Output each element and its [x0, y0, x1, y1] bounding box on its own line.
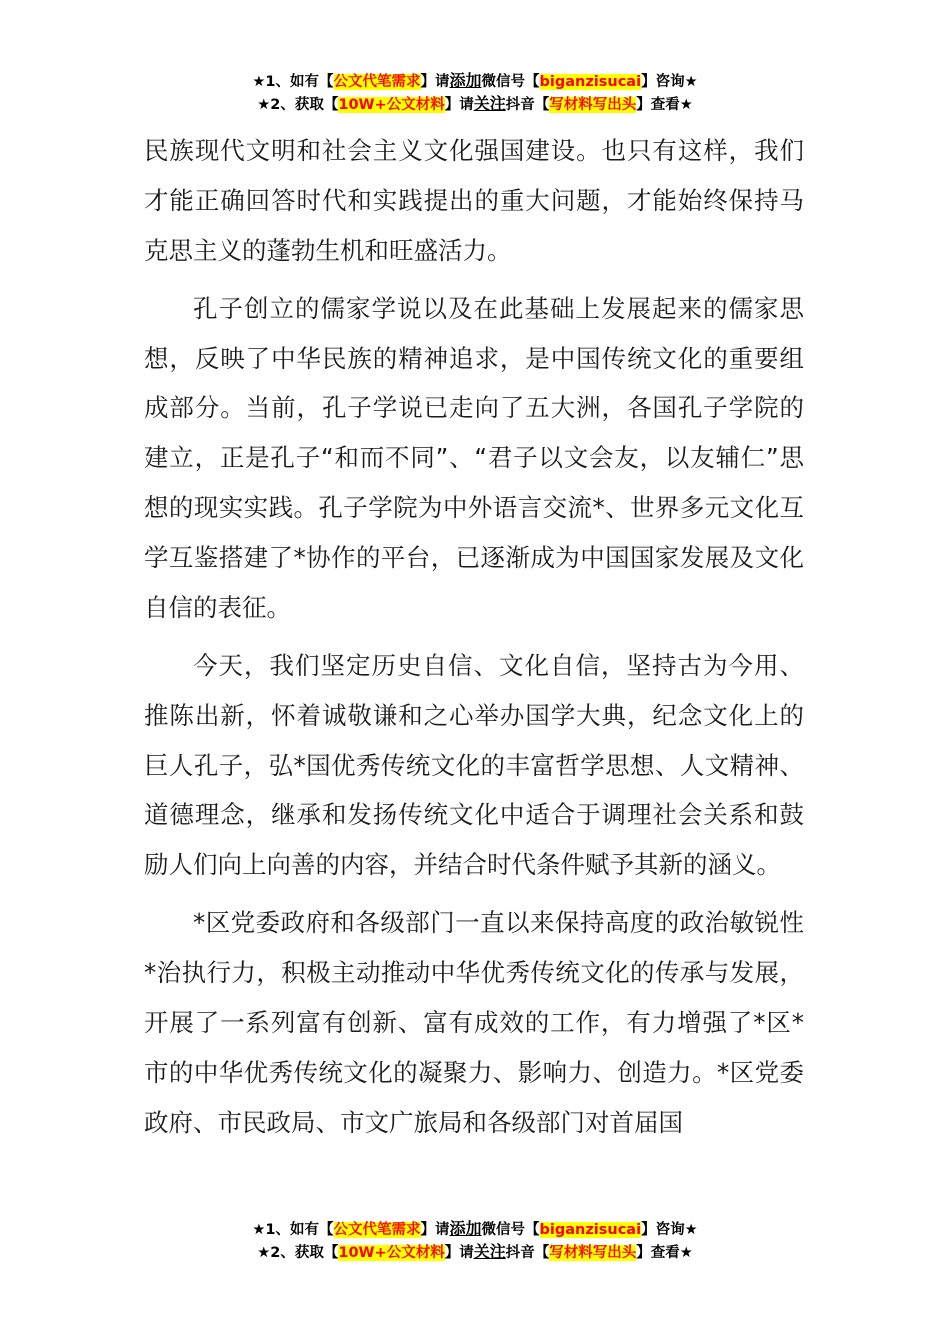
header-text: 抖音【 [505, 97, 550, 113]
highlight-service: 公文代笔需求 [333, 74, 421, 90]
highlight-service: 公文代笔需求 [333, 1222, 421, 1238]
paragraph-3: 今天，我们坚定历史自信、文化自信，坚持古为今用、推陈出新，怀着诚敬谦和之心举办国学大典，纪念文化上的巨人孔子，弘*国优秀传统文化的丰富哲学思想、人文精神、道德理念，继承和发扬传统文化中适合于调理社会关系和鼓励人们向上向善的内容，并结合时代条件赋予其新的涵义。 [144, 650, 804, 880]
footer-text: 微信号【 [481, 1222, 540, 1238]
highlight-wechat-id: biganzisucai [539, 1222, 642, 1238]
highlight-materials: 10W+公文材料 [338, 97, 445, 113]
emphasis-follow: 关注 [473, 94, 506, 113]
footer-text: 】请 [444, 1245, 474, 1261]
header-text: 】咨询★ [641, 74, 698, 90]
document-body [144, 126, 804, 1147]
highlight-wechat-id: biganzisucai [539, 74, 642, 90]
header-text: 】查看★ [636, 97, 693, 113]
header-text: 微信号【 [481, 74, 540, 90]
footer-text: ★2、获取【 [257, 1245, 339, 1261]
header-text: 】请 [444, 97, 474, 113]
paragraph-2: 孔子创立的儒家学说以及在此基础上发展起来的儒家思想，反映了中华民族的精神追求，是中国传统文化的重要组成部分。当前，孔子学说已走向了五大洲，各国孔子学院的建立，正是孔子“和而不同”、“君子以文会友，以友辅仁”思想的现实实践。孔子学院为中外语言交流*、世界多元文化互学互鉴搭建了*协作的平台，已逐渐成为中国国家发展及文化自信的表征。 [144, 293, 804, 622]
header-line-2 [0, 93, 950, 116]
highlight-materials: 10W+公文材料 [338, 1245, 445, 1261]
footer-text: 】咨询★ [641, 1222, 698, 1238]
emphasis-add: 添加 [449, 71, 482, 90]
footer-banner [0, 1218, 950, 1264]
highlight-douyin-account: 写材料写出头 [549, 1245, 637, 1261]
header-banner [0, 70, 950, 116]
footer-text: 】查看★ [636, 1245, 693, 1261]
paragraph-1: 民族现代文明和社会主义文化强国建设。也只有这样，我们才能正确回答时代和实践提出的重大问题，才能始终保持马克思主义的蓬勃生机和旺盛活力。 [144, 136, 804, 265]
paragraph-4: *区党委政府和各级部门一直以来保持高度的政治敏锐性*治执行力，积极主动推动中华优秀传统文化的传承与发展，开展了一系列富有创新、富有成效的工作，有力增强了*区*市的中华优秀传统文化的凝聚力、影响力、创造力。*区党委政府、市民政局、市文广旅局和各级部门对首届国 [144, 908, 804, 1137]
header-text: ★2、获取【 [257, 97, 339, 113]
header-text: ★1、如有【 [252, 74, 334, 90]
emphasis-add: 添加 [449, 1219, 482, 1238]
footer-line-1 [0, 1218, 950, 1241]
footer-text: 】请 [420, 1222, 450, 1238]
highlight-douyin-account: 写材料写出头 [549, 97, 637, 113]
footer-text: ★1、如有【 [252, 1222, 334, 1238]
header-line-1 [0, 70, 950, 93]
emphasis-follow: 关注 [473, 1242, 506, 1261]
header-text: 】请 [420, 74, 450, 90]
footer-text: 抖音【 [505, 1245, 550, 1261]
footer-line-2 [0, 1241, 950, 1264]
